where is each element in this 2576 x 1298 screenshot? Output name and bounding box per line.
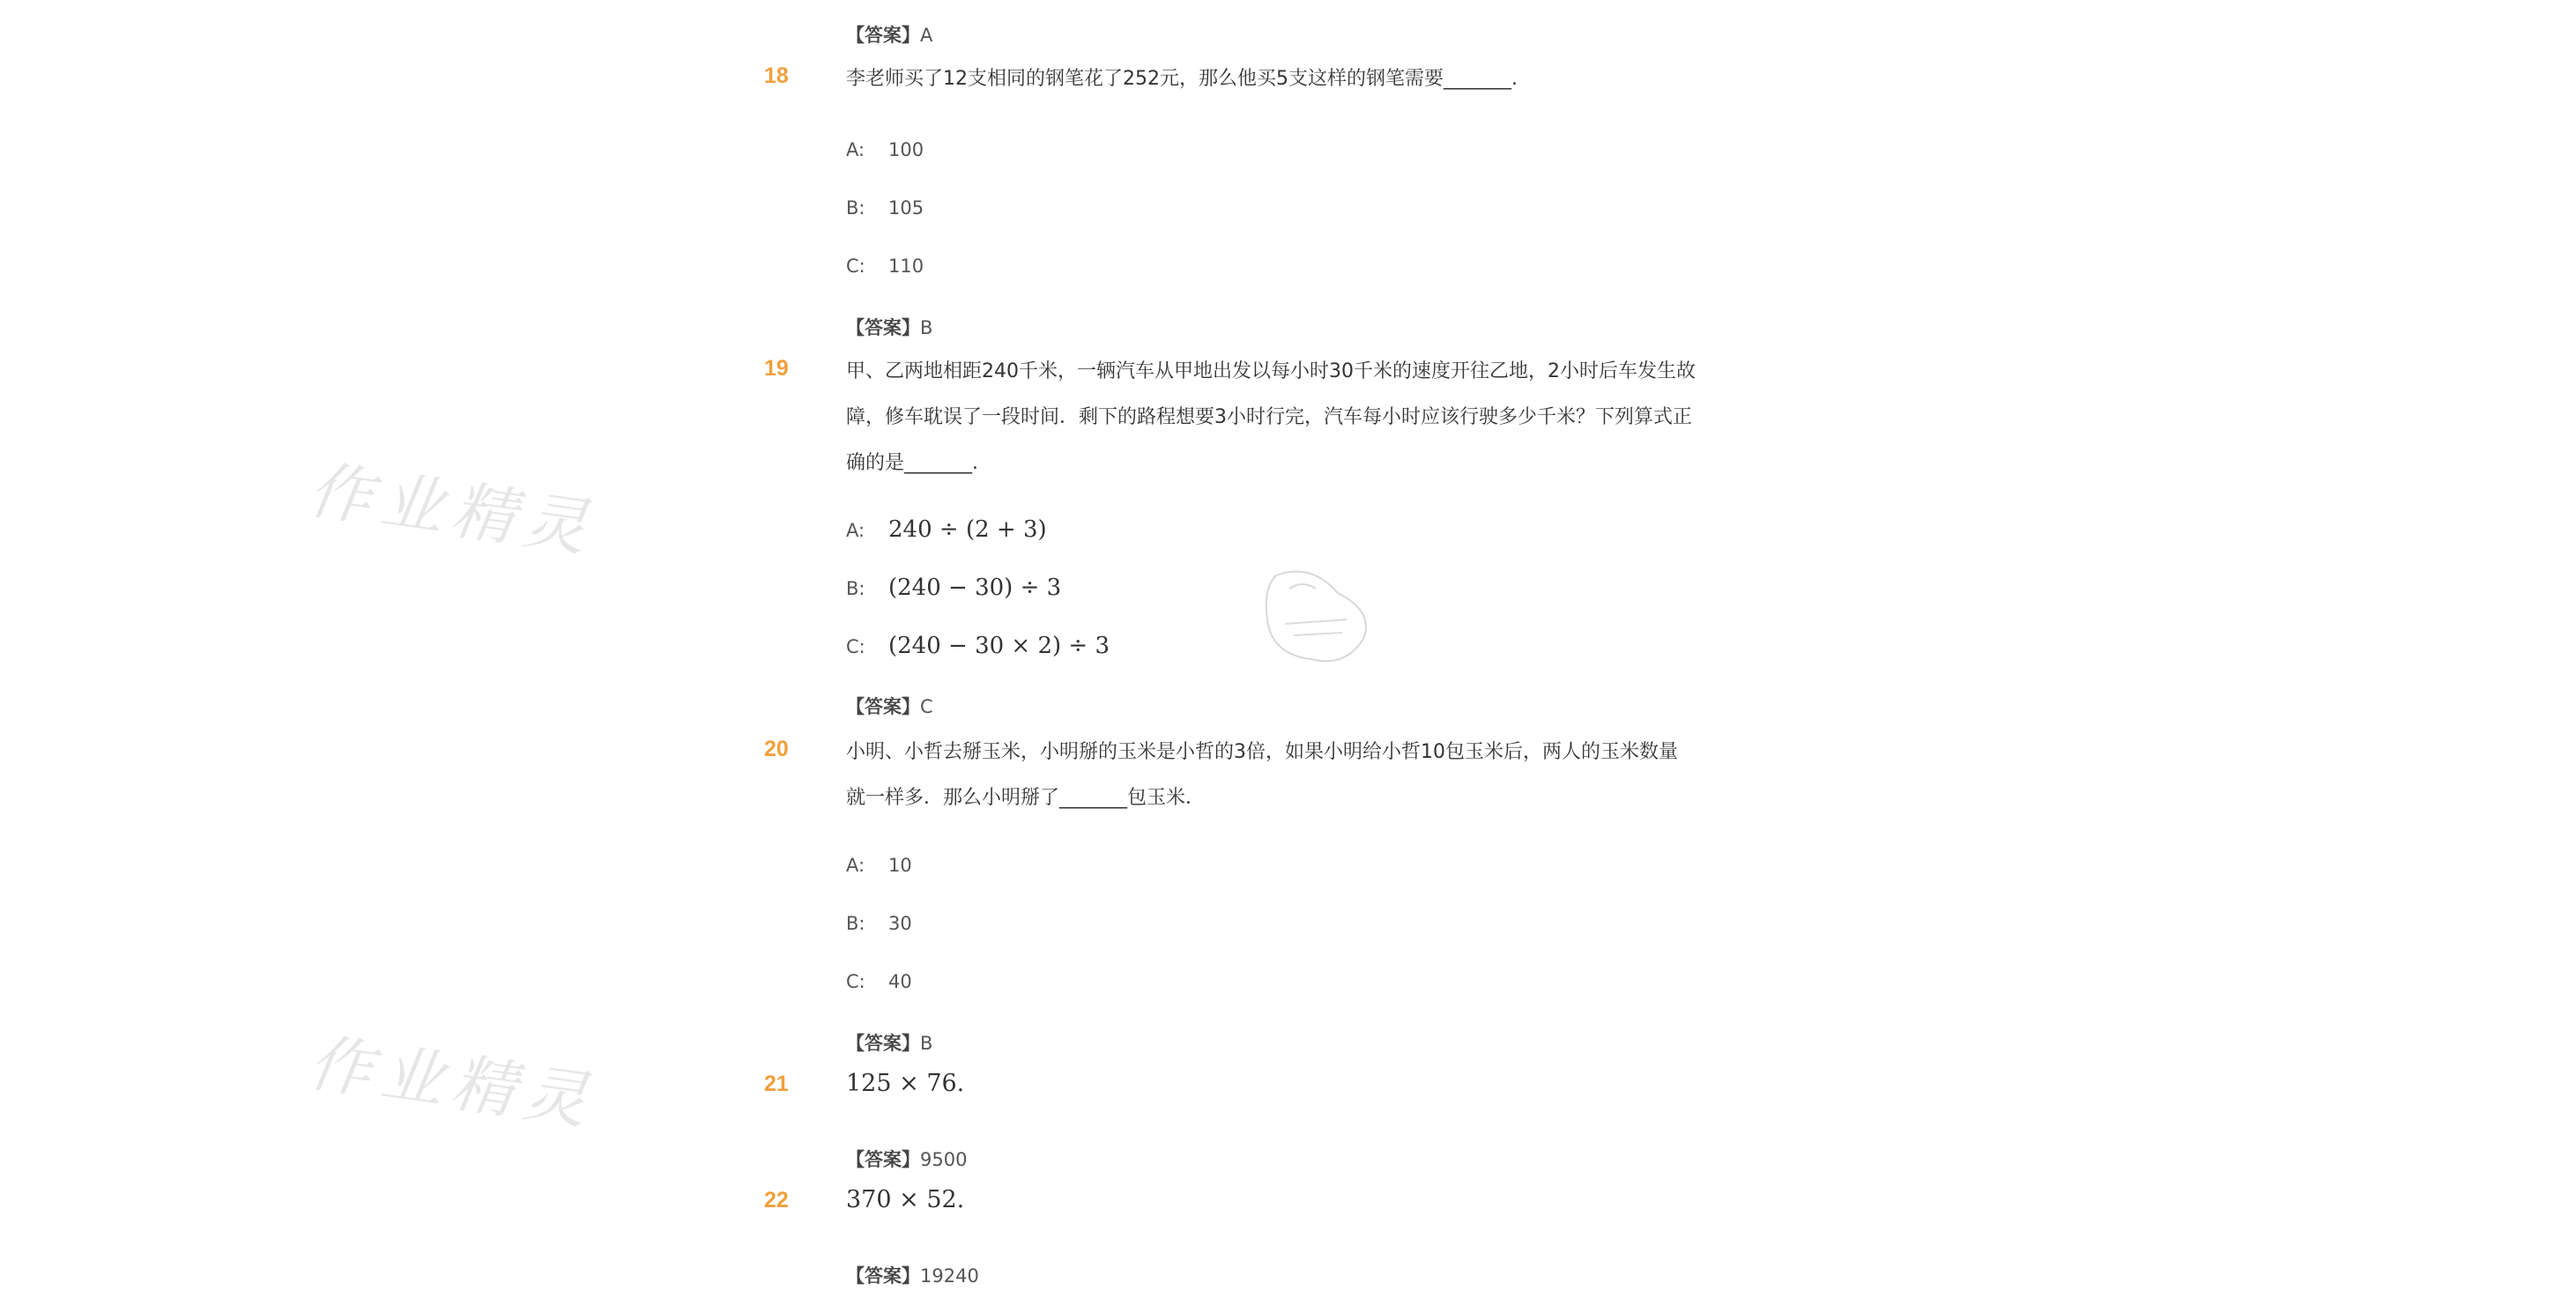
answer-21 <box>846 1146 967 1172</box>
question-text-22: 370 × 52. <box>846 1186 965 1213</box>
option-value: (240 − 30 × 2) ÷ 3 <box>888 633 1110 659</box>
question-text-19: 甲、乙两地相距240千米，一辆汽车从甲地出发以每小时30千米的速度开往乙地，2小时后车发生故障，修车耽误了一段时间．剩下的路程想要3小时行完，汽车每小时应该行驶多少千米？下列算式正确的是_______. <box>846 360 1696 474</box>
answer-value: B <box>920 317 933 338</box>
option-letter: A: <box>846 520 865 541</box>
answer-18 <box>846 314 932 340</box>
question-text-20: 小明、小哲去掰玉米，小明掰的玉米是小哲的3倍，如果小明给小哲10包玉米后，两人的玉米数量就一样多．那么小明掰了_______包玉米． <box>846 741 1678 809</box>
answer-value: B <box>920 1033 933 1054</box>
question-number-20: 20 <box>764 737 789 761</box>
answer-value: 19240 <box>920 1265 979 1287</box>
option-value: 110 <box>888 256 924 277</box>
question-text-21: 125 × 76. <box>846 1070 965 1097</box>
option-value: 10 <box>888 855 912 876</box>
option-20-b <box>846 913 912 934</box>
answer-value: C <box>920 696 933 717</box>
option-letter: A: <box>846 139 865 160</box>
answer-tag: 【答案】 <box>846 1033 920 1054</box>
option-letter: C: <box>846 636 865 657</box>
answer-tag: 【答案】 <box>846 696 920 717</box>
question-number-18: 18 <box>764 63 789 88</box>
answer-tag: 【答案】 <box>846 1149 920 1170</box>
answer-22 <box>846 1262 979 1288</box>
answer-20 <box>846 1029 932 1056</box>
option-value: 30 <box>888 913 912 934</box>
answer-value: 9500 <box>920 1149 968 1170</box>
option-letter: B: <box>846 913 865 934</box>
answer-17 <box>846 21 932 48</box>
option-18-c <box>846 256 924 277</box>
stamp-logo <box>1250 558 1382 672</box>
question-number-22: 22 <box>764 1188 789 1213</box>
answer-tag: 【答案】 <box>846 1265 920 1287</box>
answer-value: A <box>920 25 933 46</box>
option-value: 240 ÷ (2 + 3) <box>888 516 1047 543</box>
option-letter: B: <box>846 197 865 219</box>
option-20-c <box>846 971 912 992</box>
answer-19 <box>846 693 933 719</box>
option-18-a <box>846 139 924 160</box>
option-letter: A: <box>846 855 865 876</box>
option-value: (240 − 30) ÷ 3 <box>888 575 1062 601</box>
watermark-top: 作业精灵 <box>303 452 601 567</box>
watermark-bottom: 作业精灵 <box>303 1025 601 1139</box>
option-letter: C: <box>846 256 865 277</box>
option-value: 40 <box>888 971 912 992</box>
question-number-21: 21 <box>764 1072 789 1096</box>
answer-tag: 【答案】 <box>846 25 920 46</box>
option-19-a <box>846 516 1047 543</box>
option-value: 100 <box>888 139 924 160</box>
answer-tag: 【答案】 <box>846 317 920 338</box>
option-19-b <box>846 575 1061 601</box>
option-letter: B: <box>846 578 865 599</box>
question-number-19: 19 <box>764 356 789 381</box>
option-value: 105 <box>888 197 924 219</box>
option-18-b <box>846 197 924 219</box>
option-20-a <box>846 855 912 876</box>
option-19-c <box>846 633 1110 659</box>
option-letter: C: <box>846 971 865 992</box>
question-text-18: 李老师买了12支相同的钢笔花了252元，那么他买5支这样的钢笔需要_______. <box>846 68 1518 90</box>
